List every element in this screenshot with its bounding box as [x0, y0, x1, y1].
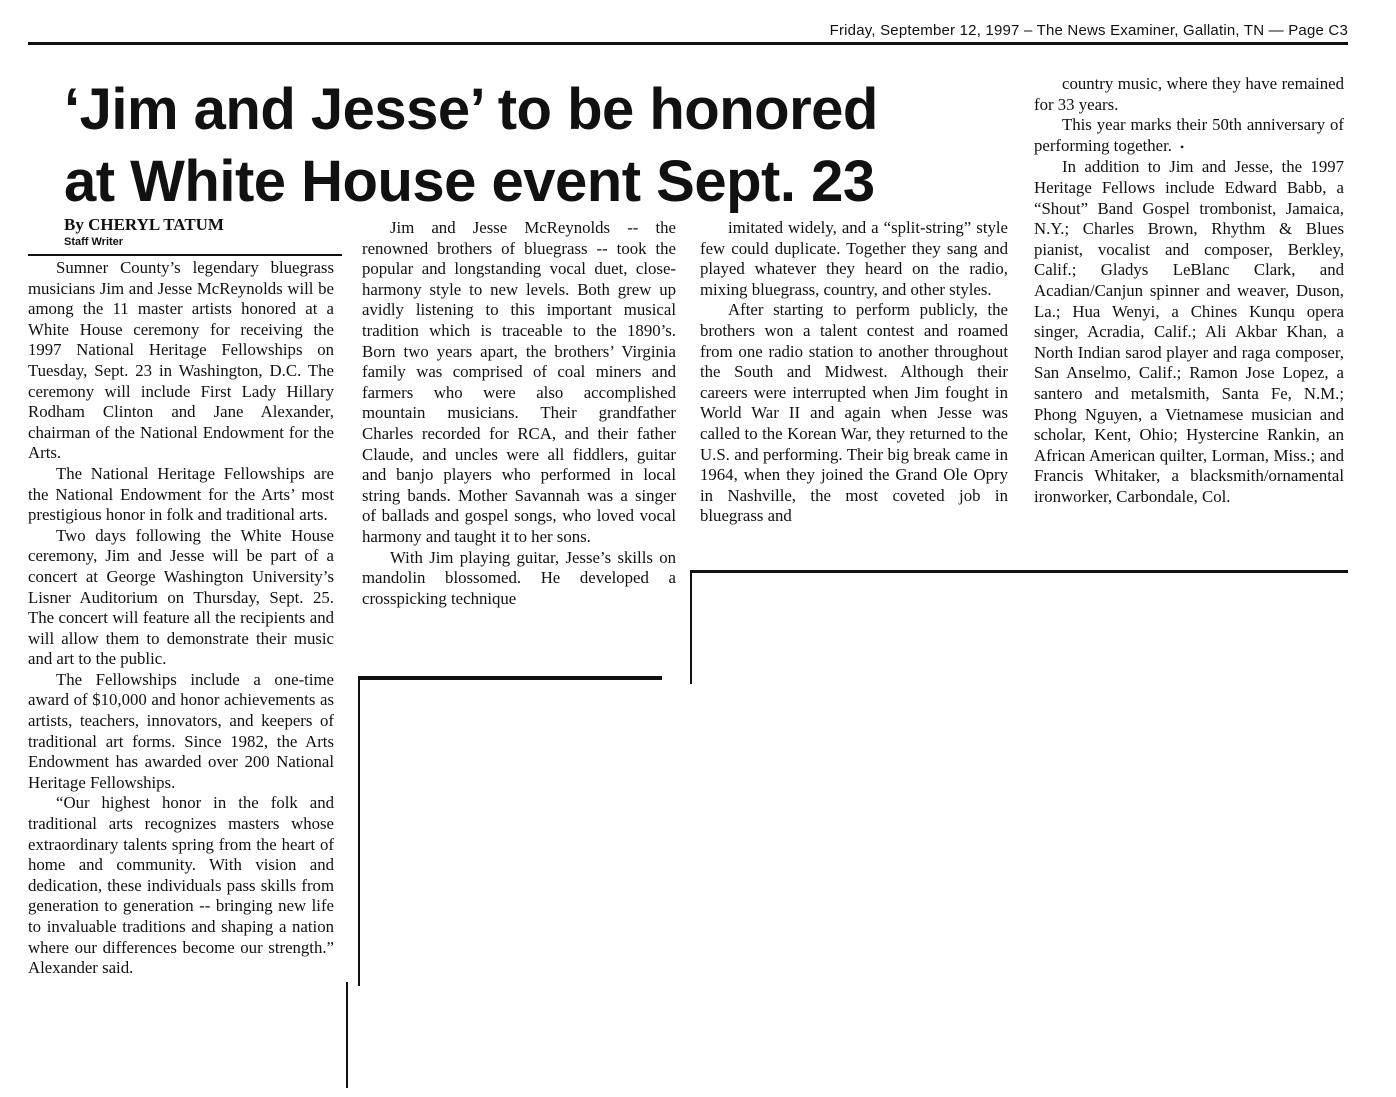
- headline-line-2: at White House event Sept. 23: [64, 149, 875, 214]
- paragraph: Two days following the White House ceremony, Jim and Jesse will be part of a concert at George Washington University’s Lisner Auditorium on Thursday, Sept. 25. The concert will feature all the recipients and will allow them to demonstrate their music and art to the public.: [28, 525, 334, 669]
- column-rule: [358, 676, 360, 986]
- paragraph: imitated widely, and a “split-string” style few could duplicate. Together they sang and played whatever they heard on the radio, mixing bluegrass, country, and other styles.: [700, 218, 1008, 299]
- article-column-4: [1034, 74, 1344, 507]
- ad-box-top-rule: [690, 570, 1348, 573]
- paragraph: “Our highest honor in the folk and traditional arts recognizes masters whose extraordinary talents spring from the heart of home and community. With vision and dedication, these individuals pass skills from generation to generation -- bringing new life to invaluable traditions and shaping a nation where our differences become our strength.” Alexander said.: [28, 793, 334, 978]
- headline: [64, 74, 1024, 218]
- paragraph: Sumner County’s legendary bluegrass musicians Jim and Jesse McReynolds will be among the 11 master artists honored at a White House ceremony for receiving the 1997 National Heritage Fellowships on Tuesday, Sept. 23 in Washington, D.C. The ceremony will include First Lady Hillary Rodham Clinton and Jane Alexander, chairman of the National Endowment for the Arts.: [28, 258, 334, 463]
- paragraph-text: This year marks their 50th anniversary of performing together.: [1034, 115, 1344, 155]
- paragraph: In addition to Jim and Jesse, the 1997 Heritage Fellows include Edward Babb, a “Shout” Band Gospel trombonist, Jamaica, N.Y.; Charles Brown, Rhythm & Blues pianist, vocalist and composer, Berkley, Calif.; Gladys LeBlanc Clark, and Acadian/Canjun spinner and weaver, Duson, La.; Hua Wenyi, a Chines Kunqu opera singer, Acradia, Calif.; Ali Akbar Khan, a North Indian sarod player and raga composer, San Anselmo, Calif.; Ramon Jose Lopez, a santero and metalsmith, Santa Fe, N.M.; Phong Nguyen, a Vietnamese musician and scholar, Kent, Ohio; Hystercine Rankin, an African American quilter, Lorman, Miss.; and Francis Whitaker, a blacksmith/ornamental ironworker, Carbondale, Col.: [1034, 157, 1344, 506]
- top-rule: [28, 42, 1348, 45]
- paragraph: The National Heritage Fellowships are the National Endowment for the Arts’ most prestigious honor in folk and traditional arts.: [28, 463, 334, 525]
- byline-role: Staff Writer: [64, 236, 124, 248]
- article-column-3: [700, 218, 1008, 527]
- paragraph: The Fellowships include a one-time award of $10,000 and honor achievements as artists, teachers, innovators, and keepers of traditional art forms. Since 1982, the Arts Endowment has awarded over 200 National Heritage Fellowships.: [28, 669, 334, 792]
- paragraph: Jim and Jesse McReynolds -- the renowned brothers of bluegrass -- took the popular and longstanding vocal duet, close-harmony style to new levels. Both grew up avidly listening to this important musical tradition which is traceable to the 1890’s. Born two years apart, the brothers’ Virginia family was comprised of coal miners and farmers who were also accomplished mountain musicians. Their grandfather Charles recorded for RCA, and their father Claude, and uncles were all fiddlers, guitar and banjo players who performed in local string bands. Mother Savannah was a singer of ballads and gospel songs, who loved vocal harmony and taught it to her sons.: [362, 218, 676, 546]
- end-mark: •: [1179, 139, 1185, 154]
- headline-line-1: ‘Jim and Jesse’ to be honored: [64, 77, 878, 142]
- page-folio: Friday, September 12, 1997 – The News Examiner, Gallatin, TN — Page C3: [829, 22, 1348, 39]
- paragraph: country music, where they have remained for 33 years.: [1034, 74, 1344, 114]
- paragraph: [1034, 115, 1344, 157]
- ad-box-top-rule: [358, 676, 662, 680]
- paragraph: After starting to perform publicly, the brothers won a talent contest and roamed from one radio station to another throughout the South and Midwest. Although their careers were interrupted when Jim fought in World War II and again when Jesse was called to the Korean War, they returned to the U.S. and performing. Their big break came in 1964, when they joined the Grand Ole Opry in Nashville, the most coveted job in bluegrass and: [700, 300, 1008, 526]
- article-column-2: [362, 218, 676, 609]
- paragraph: With Jim playing guitar, Jesse’s skills on mandolin blossomed. He developed a crosspicking technique: [362, 547, 676, 608]
- byline: By CHERYL TATUM: [64, 215, 224, 234]
- article-column-1: [28, 258, 334, 979]
- byline-rule: [28, 254, 342, 256]
- column-rule: [346, 982, 348, 1088]
- column-rule: [690, 570, 692, 684]
